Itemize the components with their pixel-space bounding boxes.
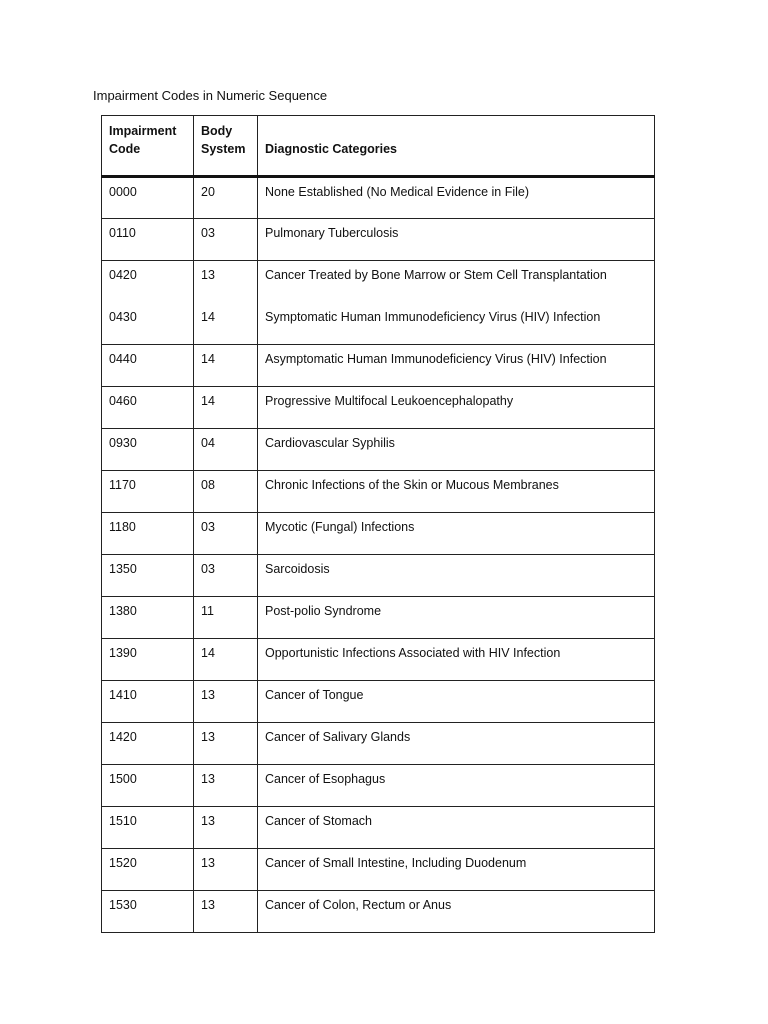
cell-category: Sarcoidosis (258, 555, 655, 597)
table-row (102, 429, 655, 471)
cell-system: 14 (194, 303, 258, 345)
table-row (102, 639, 655, 681)
table-row (102, 387, 655, 429)
cell-category: Cancer of Tongue (258, 681, 655, 723)
header-diagnostic-categories: Diagnostic Categories (258, 116, 655, 177)
cell-system: 04 (194, 429, 258, 471)
table-row (102, 681, 655, 723)
cell-system: 13 (194, 807, 258, 849)
cell-code: 0420 (102, 261, 194, 303)
cell-category: Progressive Multifocal Leukoencephalopathy (258, 387, 655, 429)
page-title: Impairment Codes in Numeric Sequence (93, 88, 328, 103)
cell-code: 0440 (102, 345, 194, 387)
cell-category: Cancer Treated by Bone Marrow or Stem Cell Transplantation (258, 261, 655, 303)
table-row (102, 345, 655, 387)
cell-code: 1530 (102, 891, 194, 933)
cell-category: Asymptomatic Human Immunodeficiency Virus (HIV) Infection (258, 345, 655, 387)
header-code-line2: Code (109, 142, 141, 156)
table-row (102, 555, 655, 597)
cell-code: 1170 (102, 471, 194, 513)
cell-system: 03 (194, 555, 258, 597)
header-system-line2: System (201, 142, 246, 156)
table-row (102, 177, 655, 219)
cell-code: 1350 (102, 555, 194, 597)
cell-category: Post-polio Syndrome (258, 597, 655, 639)
cell-category: None Established (No Medical Evidence in File) (258, 177, 655, 219)
cell-category: Chronic Infections of the Skin or Mucous Membranes (258, 471, 655, 513)
cell-code: 1500 (102, 765, 194, 807)
cell-code: 1420 (102, 723, 194, 765)
header-system-line1: Body (201, 124, 233, 138)
cell-code: 1180 (102, 513, 194, 555)
cell-system: 14 (194, 639, 258, 681)
table-row (102, 219, 655, 261)
table-row (102, 765, 655, 807)
header-body-system (194, 116, 258, 177)
table-row (102, 891, 655, 933)
cell-code: 1410 (102, 681, 194, 723)
table-row (102, 513, 655, 555)
cell-category: Cancer of Stomach (258, 807, 655, 849)
cell-system: 03 (194, 513, 258, 555)
cell-category: Opportunistic Infections Associated with HIV Infection (258, 639, 655, 681)
cell-system: 13 (194, 849, 258, 891)
cell-code: 1520 (102, 849, 194, 891)
cell-system: 14 (194, 345, 258, 387)
cell-system: 11 (194, 597, 258, 639)
cell-system: 13 (194, 765, 258, 807)
cell-category: Cardiovascular Syphilis (258, 429, 655, 471)
table-row (102, 597, 655, 639)
cell-code: 0430 (102, 303, 194, 345)
cell-category: Cancer of Small Intestine, Including Duodenum (258, 849, 655, 891)
table-row (102, 807, 655, 849)
cell-system: 03 (194, 219, 258, 261)
cell-system: 13 (194, 723, 258, 765)
cell-category: Cancer of Esophagus (258, 765, 655, 807)
cell-code: 0110 (102, 219, 194, 261)
table-header-row (102, 116, 655, 177)
cell-category: Cancer of Salivary Glands (258, 723, 655, 765)
table-row (102, 303, 655, 345)
table-row (102, 261, 655, 303)
cell-code: 1380 (102, 597, 194, 639)
cell-system: 13 (194, 261, 258, 303)
cell-category: Mycotic (Fungal) Infections (258, 513, 655, 555)
cell-code: 0930 (102, 429, 194, 471)
cell-code: 1510 (102, 807, 194, 849)
table-row (102, 723, 655, 765)
table-row (102, 849, 655, 891)
cell-category: Pulmonary Tuberculosis (258, 219, 655, 261)
cell-category: Cancer of Colon, Rectum or Anus (258, 891, 655, 933)
cell-system: 20 (194, 177, 258, 219)
cell-code: 1390 (102, 639, 194, 681)
table-row (102, 471, 655, 513)
header-impairment-code (102, 116, 194, 177)
cell-system: 13 (194, 681, 258, 723)
header-code-line1: Impairment (109, 124, 177, 138)
cell-code: 0460 (102, 387, 194, 429)
cell-category: Symptomatic Human Immunodeficiency Virus (HIV) Infection (258, 303, 655, 345)
cell-code: 0000 (102, 177, 194, 219)
cell-system: 14 (194, 387, 258, 429)
impairment-codes-table (101, 115, 655, 933)
cell-system: 13 (194, 891, 258, 933)
cell-system: 08 (194, 471, 258, 513)
